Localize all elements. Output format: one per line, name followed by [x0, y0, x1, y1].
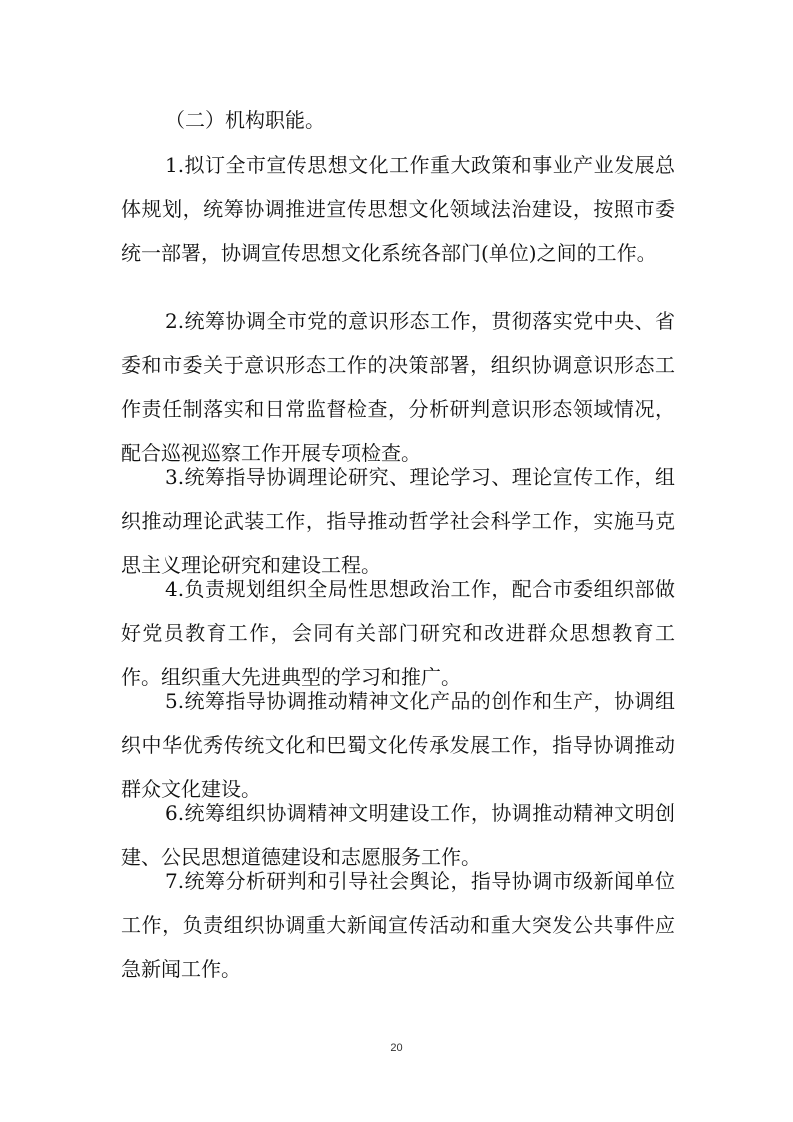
paragraph-item-7: 7.统筹分析研判和引导社会舆论，指导协调市级新闻单位工作，负责组织协调重大新闻宣传活动和重大突发公共事件应急新闻工作。	[121, 869, 675, 981]
section-heading: （二）机构职能。	[165, 108, 325, 132]
paragraph-item-3: 3.统筹指导协调理论研究、理论学习、理论宣传工作，组织推动理论武装工作，指导推动哲学社会科学工作，实施马克思主义理论研究和建设工程。	[121, 465, 675, 577]
paragraph-item-4: 4.负责规划组织全局性思想政治工作，配合市委组织部做好党员教育工作，会同有关部门研究和改进群众思想教育工作。组织重大先进典型的学习和推广。	[121, 577, 675, 689]
paragraph-item-6: 6.统筹组织协调精神文明建设工作，协调推动精神文明创建、公民思想道德建设和志愿服务工作。	[121, 801, 675, 869]
paragraph-item-2: 2.统筹协调全市党的意识形态工作，贯彻落实党中央、省委和市委关于意识形态工作的决策部署，组织协调意识形态工作责任制落实和日常监督检查，分析研判意识形态领域情况，配合巡视巡察工作开展专项检查。	[121, 309, 675, 465]
paragraph-item-5: 5.统筹指导协调推动精神文化产品的创作和生产，协调组织中华优秀传统文化和巴蜀文化传承发展工作，指导协调推动群众文化建设。	[121, 689, 675, 801]
paragraph-item-1: 1.拟订全市宣传思想文化工作重大政策和事业产业发展总体规划，统筹协调推进宣传思想文化领域法治建设，按照市委统一部署，协调宣传思想文化系统各部门(单位)之间的工作。	[121, 153, 675, 265]
page-number: 20	[390, 1042, 403, 1054]
